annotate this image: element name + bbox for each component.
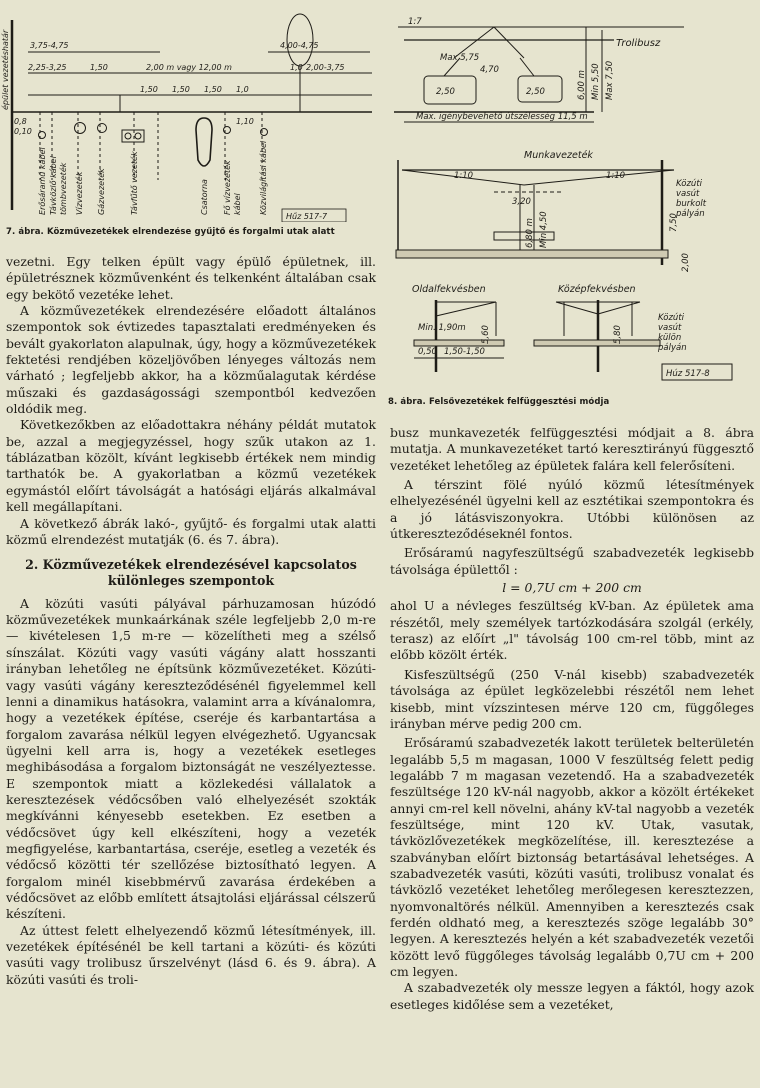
desc-mid-3: burkolt <box>676 199 707 209</box>
label-viz: Vízvezeték <box>75 171 84 215</box>
dist-mid: 2,00 <box>681 253 691 272</box>
depth-a: 0,8 <box>14 117 27 126</box>
label-csatorna: Csatorna <box>200 179 209 215</box>
ratio-mid-1: 1:10 <box>454 171 474 181</box>
dim-7: 1,50 <box>140 85 158 94</box>
dim-5: 4,00-4,75 <box>280 41 319 50</box>
ratio-mid-2: 1:10 <box>606 171 626 181</box>
label-kozvil: Közvilágítási kábel <box>259 140 268 215</box>
dim-8: 1,50 <box>172 85 190 94</box>
m-left-label: 4,70 <box>480 65 499 75</box>
depth-c: 1,10 <box>236 117 254 126</box>
ratio-top: 1:7 <box>408 17 422 27</box>
max-label: Max 5,75 <box>440 53 480 63</box>
desc-bot-2: vasút <box>658 323 682 333</box>
height-2: Min 5,50 <box>591 63 601 100</box>
label-tavfuto: Távfűtő vezeték <box>130 151 139 215</box>
vehicle-1-label: 2,50 <box>436 87 455 97</box>
label-fovizvez: Fő vízvezeték <box>223 160 232 215</box>
dim-3: 1,50 <box>90 63 108 72</box>
figure-8-caption: 8. ábra. Felsővezetékek felfüggesztési módja <box>388 397 610 407</box>
height-1: 6,00 m <box>577 70 587 100</box>
figure-8-diagram <box>384 0 760 395</box>
desc-bot-3: külön <box>658 333 682 343</box>
label-tavkozlo: Távközlő kábel <box>49 156 58 215</box>
distance-formula: l = 0,7U cm + 200 cm <box>502 580 642 596</box>
desc-mid-4: pályán <box>676 209 705 219</box>
trolibusz-label: Trolibusz <box>616 38 661 49</box>
oldal-label: Oldalfekvésben <box>412 284 486 295</box>
dim-b: 1,50-1,50 <box>444 347 485 357</box>
right-paragraph-3: Erősáramú nagyfeszültségű szabadvezeték legkisebb távolsága épülettől : <box>390 545 754 577</box>
dim-11: 1,0 <box>290 63 303 72</box>
label-kabel: kábel <box>233 193 242 215</box>
right-text <box>390 425 754 1013</box>
right-column <box>384 0 760 1012</box>
width-mid: 3,20 <box>512 197 531 207</box>
edge-label: épület vezetéshatár <box>1 29 10 110</box>
dim-c: 5,60 <box>481 325 491 344</box>
left-text <box>6 254 376 988</box>
figure-7-code: Hűz 517-7 <box>286 212 328 221</box>
right-paragraph-2: A térszint fölé nyúló közmű létesítmények elhelyezésénél ügyelni kell az esztétikai szempontokra és a jó látásviszonyokra. Utóbbi különösen az útkereszteződéseknél fontos. <box>390 477 754 542</box>
dim-4: 2,00 m vagy 12,00 m <box>146 63 232 72</box>
height-mid-2: Min 4,50 <box>539 211 549 248</box>
right-paragraph-6: Erősáramú szabadvezeték lakott területek belterületén legalább 5,5 m magasan, 1000 V feszültség felett pedig legalább 7 m magasan vezetendő. Ha a szabadvezeték feszültsége 120 kV-nál nagyobb, akkor a közölt értékeket annyi cm-rel kell növelni, ahány kV-tal nagyobb a vezeték feszültsége, mint 120 kV. Utak, vasutak, távközlővezetékek megközelítése, ill. keresztezése a szabványban előírt biztonság betartásával lehetséges. A szabadvezeték vasúti, közúti vasúti, trolibusz vonalat és távközlő vezetéket lehetőleg merőlegesen keresztezzen, nyomvonaltörés nélkül. Amennyiben a keresztezés csak ferdén oldható meg, a keresztezés szöge legalább 30° legyen. A keresztezés helyén a két szabadvezeték vezetői között levő függőleges távolság legalább 0,7U cm + 200 cm legyen. <box>390 735 754 979</box>
depth-b: 0,10 <box>14 127 32 136</box>
desc-mid-1: Közúti <box>676 179 703 189</box>
dim-1: 3,75-4,75 <box>30 41 69 50</box>
vehicle-2-label: 2,50 <box>526 87 545 97</box>
dim-a: 0,50 <box>418 347 437 357</box>
dim-9: 1,50 <box>204 85 222 94</box>
label-erosaram: Erősáramú kábel <box>38 147 47 215</box>
left-paragraph-1: vezetni. Egy telken épült vagy épülő épületnek, ill. épületrésznek közművenként és telkenként általában csak egy bekötő vezetéke lehet. <box>6 254 376 302</box>
min-label: Min. 1,90m <box>418 323 466 333</box>
height-3: Max 7,50 <box>605 60 615 100</box>
figure-8 <box>384 0 760 410</box>
dim-2: 2,25-3,25 <box>28 63 67 72</box>
right-paragraph-1: busz munkavezeték felfüggesztési módjait a 8. ábra mutatja. A munkavezetéket tartó keresztirányú függesztő vezetéket lehetőleg az épületek falára kell felerősíteni. <box>390 425 754 473</box>
label-gaz: Gázvezeték <box>97 168 106 215</box>
desc-mid-2: vasút <box>676 189 700 199</box>
figure-7-diagram <box>0 0 382 222</box>
dim-d: 5,80 <box>613 325 623 344</box>
height-mid-1: 6,80 m <box>525 218 535 248</box>
left-paragraph-3: Következőkben az előadottakra néhány példát mutatok be, azzal a megjegyzéssel, hogy szűk utakon az 1. táblázatban közölt, kívánt legkisebb értékek nem mindig tarthatók be. A gyakorlatban a közmű vezetékek egymástól előírt távolságát a hatósági eljárás alkalmával kell megállapítani. <box>6 417 376 515</box>
width-label: Max. igénybevehető útszélesség 11,5 m <box>416 112 588 122</box>
label-tomb: tömbvezeték <box>59 162 68 215</box>
figure-8-code: Húz 517-8 <box>666 369 710 379</box>
figure-7-caption: 7. ábra. Közművezetékek elrendezése gyűjtő és forgalmi utak alatt <box>6 227 335 237</box>
left-paragraph-2: A közművezetékek elrendezésére előadott általános szempontok sok évtizedes tapasztalati eredményeken és bevált gyakorlaton alapulnak, úgy, hogy a közművezetékek fektetési rendjében közeljövőben lényeges változás nem várható ; legfeljebb akkor, ha a közműalagutak kérdése műszaki és gazdaságossági szempontból kedvezően oldódik meg. <box>6 303 376 417</box>
desc-bot-1: Közúti <box>658 313 685 323</box>
left-paragraph-6: Az úttest felett elhelyezendő közmű létesítmények, ill. vezetékek építésénél be kell tartani a közúti- és közúti vasúti vagy trolibusz űrszelvényt (lásd 6. és 9. ábra). A közúti vasúti és troli- <box>6 922 376 987</box>
left-paragraph-4: A következő ábrák lakó-, gyűjtő- és forgalmi utak alatti közmű elrendezést mutatják (6. és 7. ábra). <box>6 515 376 547</box>
figure-7 <box>0 0 382 237</box>
height-mid-3: 7,50 <box>669 213 679 232</box>
right-paragraph-5: Kisfeszültségű (250 V-nál kisebb) szabadvezeték távolsága az épület legközelebbi részétől nem lehet kisebb, mint vízszintesen mérve 120 cm, függőleges irányban mérve pedig 200 cm. <box>390 666 754 731</box>
dim-6: 2,00-3,75 <box>306 63 345 72</box>
right-paragraph-7: A szabadvezeték oly messze legyen a fáktól, hogy azok esetleges kidőlése sem a vezetéket, <box>390 980 754 1012</box>
munkavezetek-label: Munkavezeték <box>524 150 593 161</box>
left-paragraph-5: A közúti vasúti pályával párhuzamosan húzódó közművezetékek munkaárkának széle legfeljebb 2,0 m-re — kivételesen 1,5 m-re — közelítheti meg a szélső sínszálat. Közúti vagy vasúti vágány alatt hosszanti irányban lehetőleg ne építsünk közművezetéket. Közúti- vagy vasúti vágány kereszteződésénél figyelemmel kell lenni a dinamikus hatásokra, valamint arra a kívánalomra, hogy a vezetékek építése, cseréje és karbantartása a forgalom zavarása nélkül legyen elvégezhető. Ugyancsak ügyelni kell arra is, hogy a vezetékek esetleges meghibásodása a forgalom biztonságát ne veszélyeztesse. E szempontok miatt a közlekedési vállalatok a keresztezések védőcsőben való elhelyezését szokták megkívánni kényesebb esetekben. Ez esetben a védőcsövet úgy kell elkészíteni, hogy a vezeték megfigyelése, karbantartása, cseréje, esetleg a vezeték és védőcső közötti tér szellőzése biztosítható legyen. A forgalom minél kisebbmérvű zavarása érdekében a védőcsövet az előbb említett átsajtolási eljárással célszerű készíteni. <box>6 595 376 922</box>
kozep-label: Középfekvésben <box>558 284 636 295</box>
dim-10: 1,0 <box>236 85 249 94</box>
desc-bot-4: pályán <box>658 343 687 353</box>
left-column <box>0 0 382 987</box>
section-heading: 2. Közművezetékek elrendezésével kapcsolatos különleges szempontok <box>25 557 357 589</box>
right-paragraph-4: ahol U a névleges feszültség kV-ban. Az épületek ama részétől, mely személyek tartózkodására szolgál (erkély, terasz) az előírt „l" távolság 100 cm-rel több, mint az előbb közölt érték. <box>390 598 754 663</box>
